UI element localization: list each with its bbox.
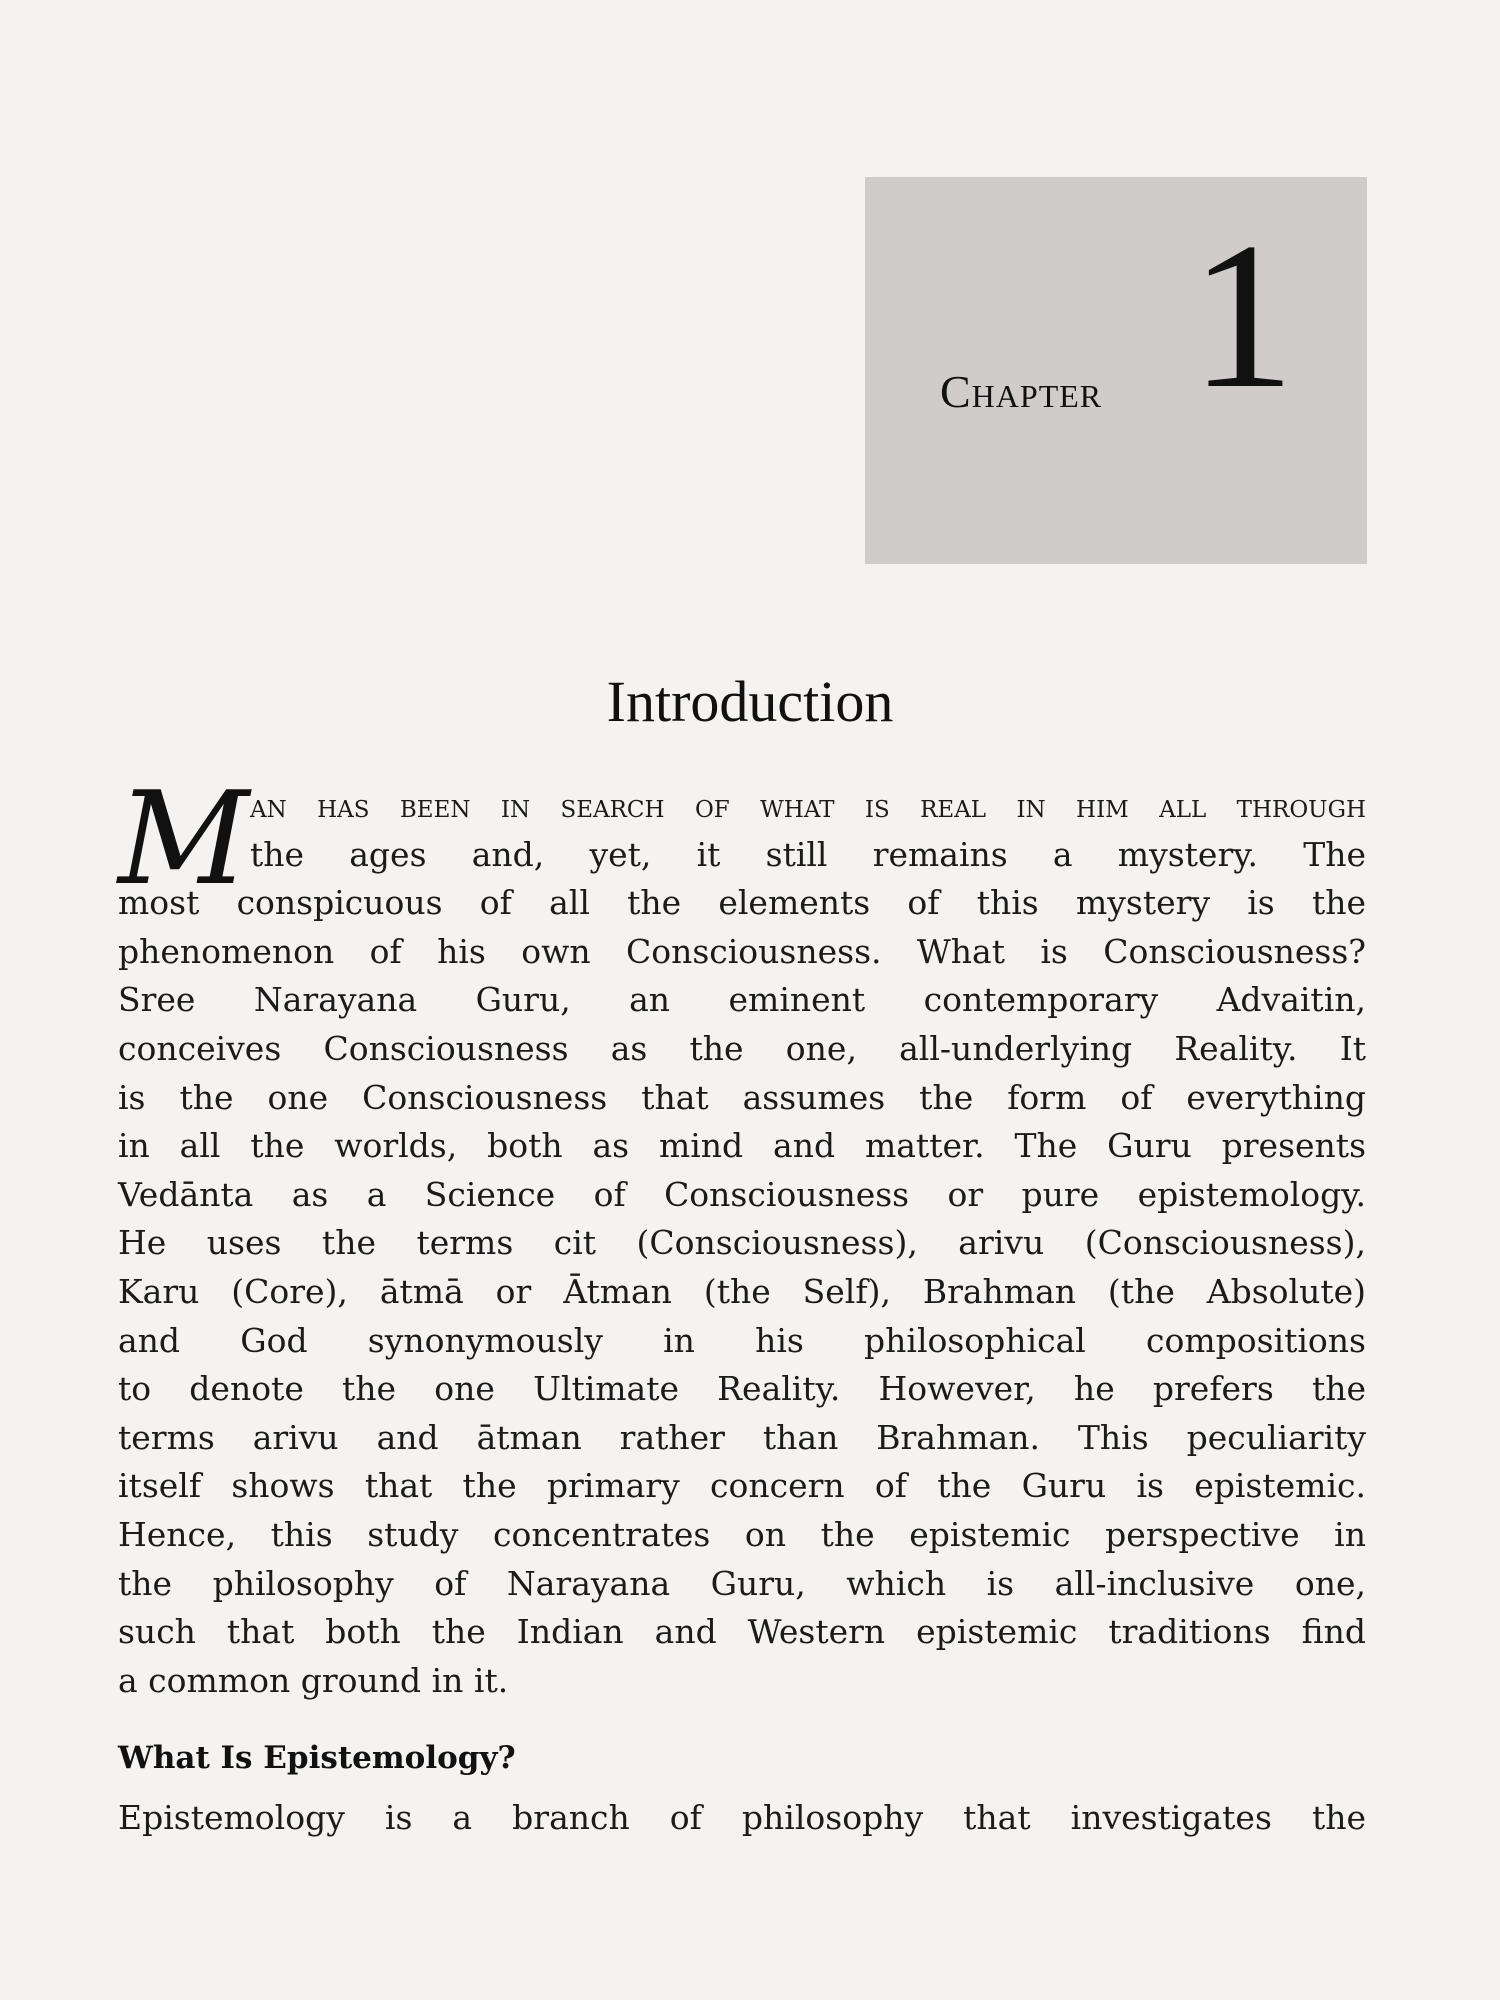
paragraph-line: in all the worlds, both as mind and matter. The Guru presents	[118, 1126, 1366, 1166]
paragraph-line: He uses the terms cit (Consciousness), arivu (Consciousness),	[118, 1223, 1366, 1263]
intro-paragraph	[118, 765, 1366, 1705]
chapter-title: Introduction	[606, 669, 894, 734]
paragraph-line: terms arivu and ātman rather than Brahman. This peculiarity	[118, 1417, 1366, 1457]
dropcap-letter: M	[118, 765, 250, 914]
paragraph-line: Hence, this study concentrates on the epistemic perspective in	[118, 1514, 1366, 1554]
paragraph-line: Sree Narayana Guru, an eminent contemporary Advaitin,	[118, 980, 1366, 1020]
paragraph-line-text: an has been in search of what is real in him all through	[250, 786, 1366, 825]
paragraph-line: such that both the Indian and Western epistemic traditions find	[118, 1612, 1366, 1652]
paragraph-line	[118, 782, 1366, 831]
paragraph-line: Karu (Core), ātmā or Ātman (the Self), Brahman (the Absolute)	[118, 1271, 1366, 1311]
chapter-box	[865, 177, 1367, 564]
chapter-label: Chapter	[940, 366, 1103, 417]
paragraph-line: and God synonymously in his philosophical compositions	[118, 1320, 1366, 1360]
paragraph-line: Vedānta as a Science of Consciousness or pure epistemology.	[118, 1174, 1366, 1214]
paragraph-line: conceives Consciousness as the one, all-underlying Reality. It	[118, 1028, 1366, 1068]
paragraph-line: a common ground in it.	[118, 1660, 509, 1700]
paragraph-line: phenomenon of his own Consciousness. What is Consciousness?	[118, 931, 1366, 971]
section-first-line: Epistemology is a branch of philosophy that investigates the	[118, 1798, 1366, 1837]
section-heading: What Is Epistemology?	[118, 1740, 516, 1776]
paragraph-line: itself shows that the primary concern of the Guru is epistemic.	[118, 1466, 1366, 1506]
paragraph-line: most conspicuous of all the elements of this mystery is the	[118, 883, 1366, 923]
paragraph-line: the ages and, yet, it still remains a mystery. The	[250, 834, 1366, 874]
paragraph-line: is the one Consciousness that assumes the form of everything	[118, 1077, 1366, 1117]
paragraph-line: the philosophy of Narayana Guru, which is all-inclusive one,	[118, 1563, 1366, 1603]
paragraph-line: to denote the one Ultimate Reality. However, he prefers the	[118, 1369, 1366, 1409]
chapter-number: 1	[1190, 200, 1295, 432]
